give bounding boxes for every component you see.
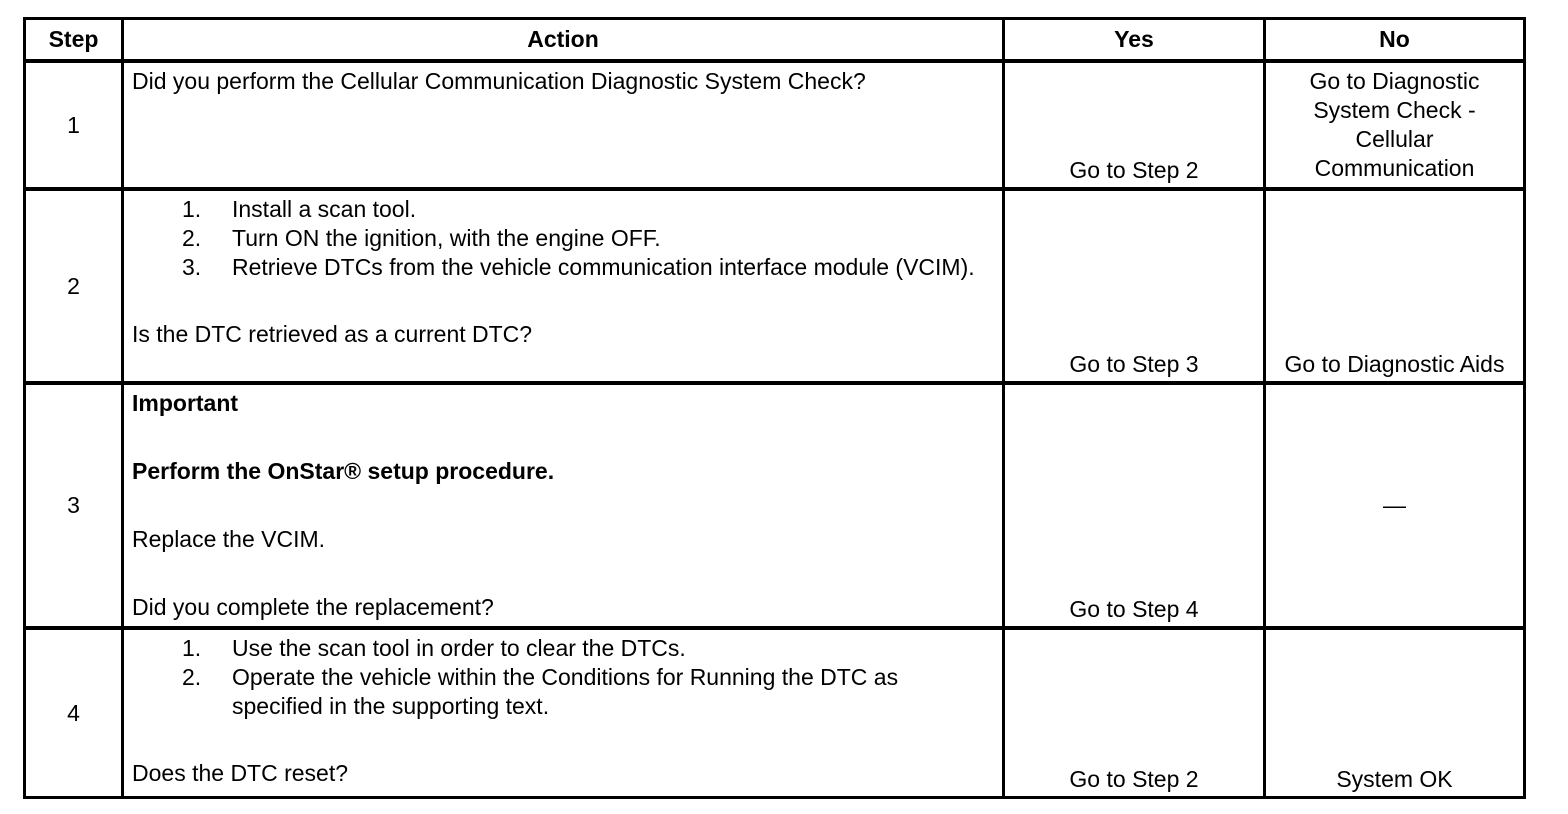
list-item-number: 3. (182, 254, 202, 280)
diagnostic-table (23, 17, 1526, 799)
action-cell (124, 385, 1002, 626)
list-item-number: 1. (182, 196, 202, 222)
list-item-text: Operate the vehicle within the Conditions for Running the DTC as specified in the supporting text. (232, 664, 899, 719)
list-item-text: Install a scan tool. (232, 196, 417, 222)
header-yes: Yes (1114, 26, 1154, 52)
action-steps-list (132, 195, 982, 282)
step-number: 3 (67, 492, 80, 518)
yes-link[interactable]: Go to Step 4 (1069, 596, 1199, 622)
action-question: Did you complete the replacement? (132, 594, 494, 620)
yes-link[interactable]: Go to Step 3 (1069, 351, 1199, 377)
yes-link[interactable]: Go to Step 2 (1069, 157, 1199, 183)
important-label: Important (132, 390, 239, 416)
no-value: System OK (1336, 766, 1453, 792)
yes-link[interactable]: Go to Step 2 (1069, 766, 1199, 792)
header-action: Action (527, 26, 599, 52)
yes-cell (1005, 385, 1263, 626)
step-number: 4 (67, 699, 80, 726)
list-item (132, 195, 982, 224)
list-item (132, 663, 982, 721)
list-item-number: 2. (182, 664, 202, 690)
action-question: Did you perform the Cellular Communication Diagnostic System Check? (132, 68, 866, 94)
no-cell (1266, 63, 1523, 187)
step-number: 2 (67, 272, 80, 299)
list-item-text: Turn ON the ignition, with the engine OFF. (232, 225, 661, 251)
action-steps-list (132, 634, 982, 721)
action-instruction: Replace the VCIM. (132, 526, 326, 552)
no-link[interactable]: Go to Diagnostic Aids (1284, 351, 1505, 377)
no-cell (1266, 630, 1523, 796)
no-cell (1266, 191, 1523, 381)
list-item-number: 2. (182, 225, 202, 251)
action-cell (124, 630, 1002, 796)
action-cell (124, 63, 1002, 187)
important-text: Perform the OnStar® setup procedure. (132, 458, 555, 484)
list-item (132, 634, 982, 663)
no-cell (1266, 385, 1523, 626)
action-cell (124, 191, 1002, 381)
list-item-text: Retrieve DTCs from the vehicle communication interface module (VCIM). (232, 254, 975, 280)
header-no: No (1379, 26, 1410, 52)
action-question: Is the DTC retrieved as a current DTC? (132, 321, 533, 347)
header-step: Step (48, 26, 99, 52)
yes-cell (1005, 191, 1263, 381)
yes-cell (1005, 630, 1263, 796)
yes-cell (1005, 63, 1263, 187)
list-item-text: Use the scan tool in order to clear the DTCs. (232, 635, 686, 661)
list-item (132, 224, 982, 253)
no-value: — (1383, 492, 1406, 518)
step-number: 1 (67, 111, 80, 138)
action-question: Does the DTC reset? (132, 760, 349, 786)
list-item (132, 253, 982, 282)
list-item-number: 1. (182, 635, 202, 661)
no-link[interactable]: Go to Diagnostic System Check - Cellular Communication (1309, 68, 1480, 181)
